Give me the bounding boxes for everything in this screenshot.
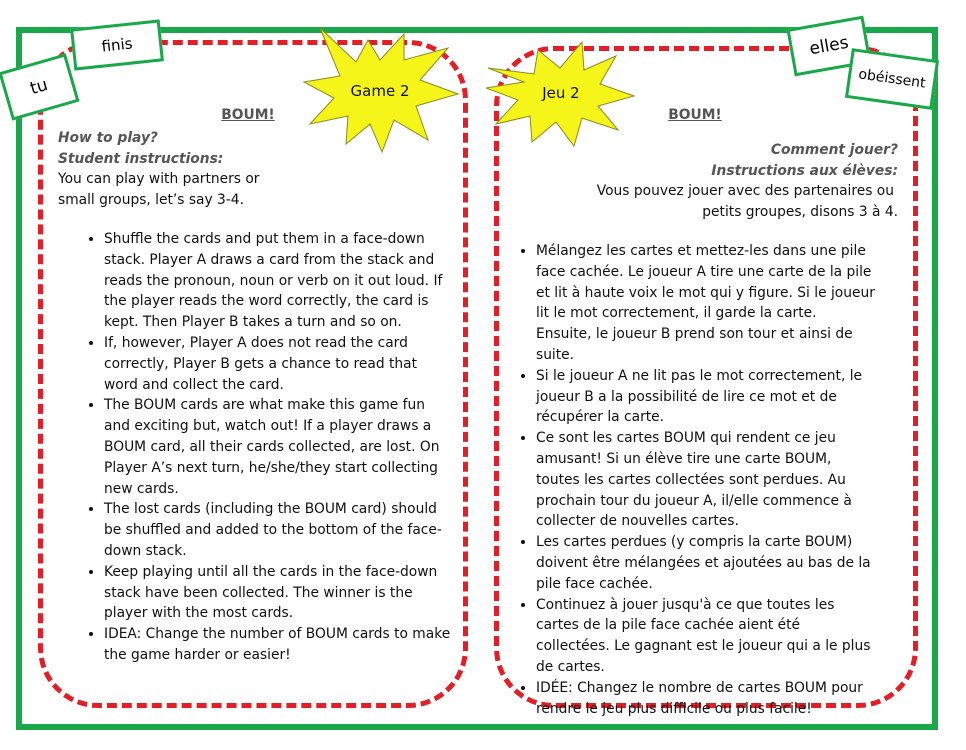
list-item: • IDÉE: Changez le nombre de cartes BOUM pour rendre le jeu plus difficile ou plus facile! xyxy=(536,678,876,720)
intro-line-1: You can play with partners or xyxy=(58,171,260,188)
list-item: • Si le joueur A ne lit pas le mot correctement, le joueur B a la possibilité de lire ce mot et de récupérer la carte. xyxy=(536,366,876,428)
list-item: • Mélangez les cartes et mettez-les dans une pile face cachée. Le joueur A tire une carte de la pile et lit à haute voix le mot qui y figure. Si le joueur lit le mot correctement, il garde la carte. Ensuite, le joueur B prend son tour et ainsi de suite. xyxy=(536,241,876,366)
word-card-label: finis xyxy=(100,34,134,56)
intro-line-2: petits groupes, disons 3 à 4. xyxy=(702,204,898,221)
instructions-eleves-heading: Instructions aux élèves: xyxy=(711,162,898,179)
game-2-label: Game 2 xyxy=(350,82,410,100)
game-2-star-badge xyxy=(300,20,460,160)
comment-jouer-heading: Comment jouer? xyxy=(770,141,898,158)
french-content xyxy=(510,105,906,719)
list-item: • Les cartes perdues (y compris la carte BOUM) doivent être mélangées et ajoutées au bas de la pile face cachée. xyxy=(536,532,876,594)
english-title: BOUM! xyxy=(221,107,275,123)
list-item: • The BOUM cards are what make this game fun and exciting but, watch out! If a player draws a BOUM card, all their cards collected, are lost. On Player A’s next turn, he/she/they start collecting new cards. xyxy=(104,395,454,499)
english-rules-list xyxy=(58,229,454,666)
list-item: • Keep playing until all the cards in the face-down stack have been collected. The winner is the player with the most cards. xyxy=(104,562,454,624)
how-to-play-heading: How to play? xyxy=(58,129,158,146)
intro-line-2: small groups, let’s say 3-4. xyxy=(58,192,244,209)
french-title: BOUM! xyxy=(668,107,722,123)
english-content xyxy=(58,105,458,666)
list-item: • IDEA: Change the number of BOUM cards to make the game harder or easier! xyxy=(104,624,454,666)
list-item: • Ce sont les cartes BOUM qui rendent ce jeu amusant! Si un élève tire une carte BOUM, toutes les cartes collectées sont perdues. Au prochain tour du joueur A, il/elle commence à collecter de nouvelles cartes. xyxy=(536,428,876,532)
list-item: • The lost cards (including the BOUM card) should be shuffled and added to the bottom of the face-down stack. xyxy=(104,499,454,561)
jeu-2-star-badge xyxy=(486,38,636,150)
word-card-label: obéissent xyxy=(857,66,927,92)
jeu-2-label: Jeu 2 xyxy=(542,84,580,102)
word-card-label: elles xyxy=(807,32,851,60)
intro-line-1: Vous pouvez jouer avec des partenaires ou xyxy=(596,183,894,200)
student-instructions-heading: Student instructions: xyxy=(58,150,224,167)
list-item: • Continuez à jouer jusqu'à ce que toutes les cartes de la pile face cachée aient été collectées. Le gagnant est le joueur qui a le plus de cartes. xyxy=(536,595,876,678)
word-card-label: tu xyxy=(27,74,51,100)
list-item: • Shuffle the cards and put them in a face-down stack. Player A draws a card from the stack and reads the pronoun, noun or verb on it out loud. If the player reads the word correctly, the card is kept. Then Player B takes a turn and so on. xyxy=(104,229,454,333)
french-rules-list xyxy=(510,241,876,719)
list-item: • If, however, Player A does not read the card correctly, Player B gets a chance to read that word and collect the card. xyxy=(104,333,454,395)
